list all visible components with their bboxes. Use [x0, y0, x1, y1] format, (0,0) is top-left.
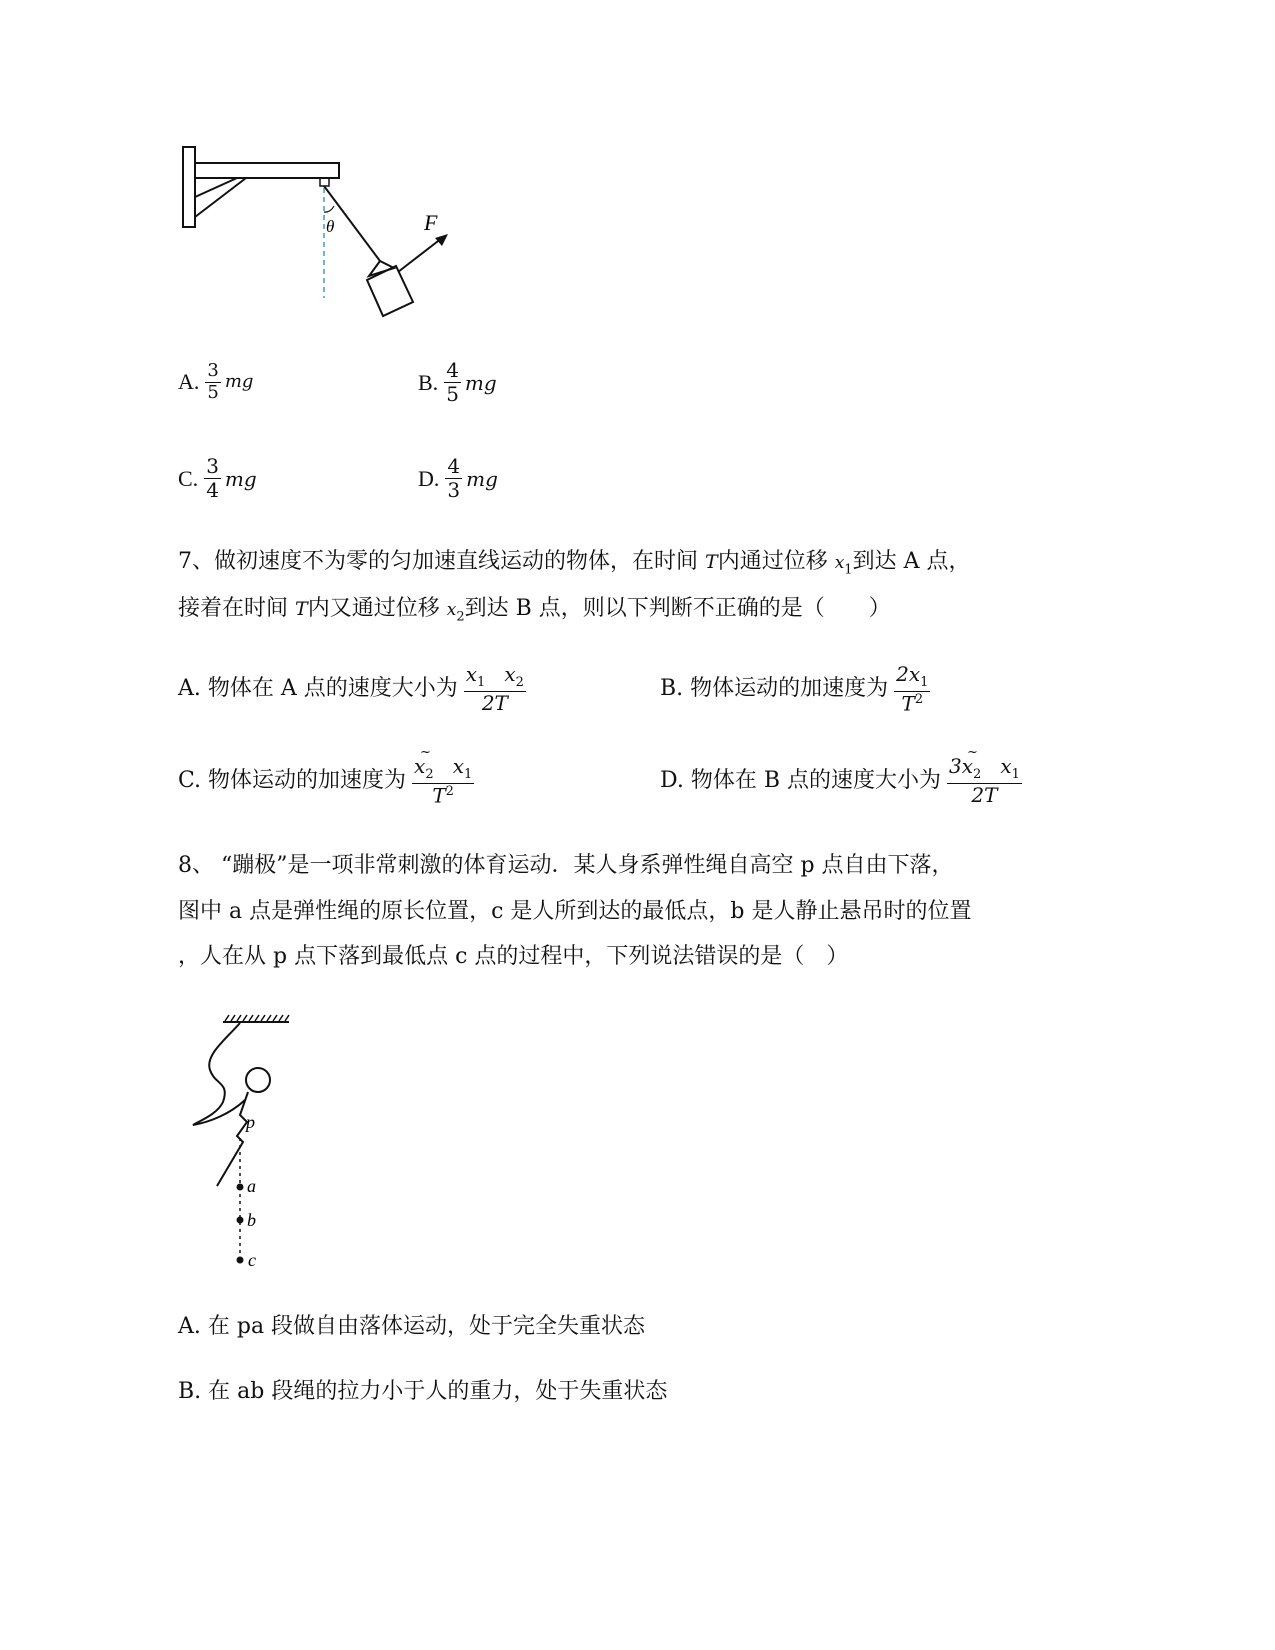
- hook: [320, 178, 329, 186]
- wall-plate: [183, 147, 195, 227]
- fraction: $\frac{4}{5}$: [446, 358, 459, 406]
- unit: mg: [224, 371, 254, 393]
- fraction: $\frac{3}{4}$: [206, 454, 219, 502]
- q8-stem-line3: ，人在从 p 点下落到最低点 c 点的过程中，下列说法错误的是（ ）: [178, 944, 849, 969]
- q8-stem-line1: 8、 “蹦极”是一项非常刺激的体育运动．某人身系弹性绳自高空 p 点自由下落，: [178, 853, 954, 878]
- fraction: $\frac{x_1 x_2}{2T}$: [465, 662, 524, 715]
- fraction: $\frac{2x_1}{T^2}$: [896, 662, 929, 716]
- unit: mg: [466, 466, 498, 491]
- force-arrow-shaft: [398, 238, 442, 272]
- fraction: $3x_2$ ~ $x_1$ 2T: [949, 745, 1020, 807]
- jumper-head: [246, 1068, 270, 1092]
- brace-inner: [195, 178, 246, 217]
- label-c: c: [248, 1250, 256, 1270]
- theta-label: θ: [326, 217, 335, 236]
- option-letter: A.: [178, 369, 200, 395]
- q6-option-a[interactable]: [178, 362, 253, 403]
- q6-option-c[interactable]: [178, 456, 257, 501]
- q7-stem-line2: 接着在时间 T内又通过位移 $x_2$到达 B 点，则以下判断不正确的是（ ）: [178, 596, 891, 625]
- point-a: [237, 1184, 244, 1191]
- fraction: $\frac{3}{5}$: [207, 360, 219, 403]
- q6-option-d[interactable]: [418, 456, 498, 501]
- label-b: b: [247, 1210, 256, 1230]
- fraction: $x_2$ ~ $x_1$ $T^2$: [414, 745, 473, 808]
- force-arrowhead: [435, 234, 448, 246]
- unit: mg: [224, 466, 257, 491]
- option-letter: B.: [418, 369, 439, 395]
- q7-option-b[interactable]: B. 物体运动的加速度为 $\frac{2x_1}{T^2}$: [660, 662, 929, 716]
- q7-option-a[interactable]: A. 物体在 A 点的速度大小为 $\frac{x_1 x_2}{2T}$: [178, 662, 524, 715]
- elastic-rope: [193, 1023, 245, 1125]
- force-label: F: [424, 210, 438, 235]
- theta-arc: [324, 206, 334, 212]
- point-c: [237, 1257, 244, 1264]
- label-p: p: [246, 1112, 255, 1132]
- q6-option-b[interactable]: [418, 360, 497, 405]
- ceiling-hatch: [225, 1015, 289, 1021]
- horizontal-arm: [195, 163, 339, 178]
- q7-option-d[interactable]: D. 物体在 B 点的速度大小为 $3x_2$ ~ $x_1$ 2T: [660, 745, 1020, 807]
- point-b: [237, 1217, 244, 1224]
- bungee-figure: [185, 1010, 305, 1275]
- fraction: $\frac{4}{3}$: [447, 454, 461, 502]
- q8-stem-line2: 图中 a 点是弹性绳的原长位置，c 是人所到达的最低点，b 是人静止悬吊时的位置: [178, 899, 972, 924]
- q7-stem-line1: 7、做初速度不为零的匀加速直线运动的物体，在时间 T内通过位移 $x_1$到达 A 点，: [178, 549, 971, 578]
- unit: mg: [464, 370, 497, 395]
- option-letter: D.: [418, 465, 440, 491]
- brace: [195, 178, 237, 197]
- label-a: a: [247, 1176, 256, 1196]
- q8-option-a[interactable]: A. 在 pa 段做自由落体运动，处于完全失重状态: [178, 1314, 646, 1339]
- option-letter: C.: [178, 465, 199, 491]
- bracket-figure: [170, 140, 470, 330]
- q8-option-b[interactable]: B. 在 ab 段绳的拉力小于人的重力，处于失重状态: [178, 1379, 668, 1404]
- q7-option-c[interactable]: C. 物体运动的加速度为 $x_2$ ~ $x_1$ $T^2$: [178, 745, 473, 808]
